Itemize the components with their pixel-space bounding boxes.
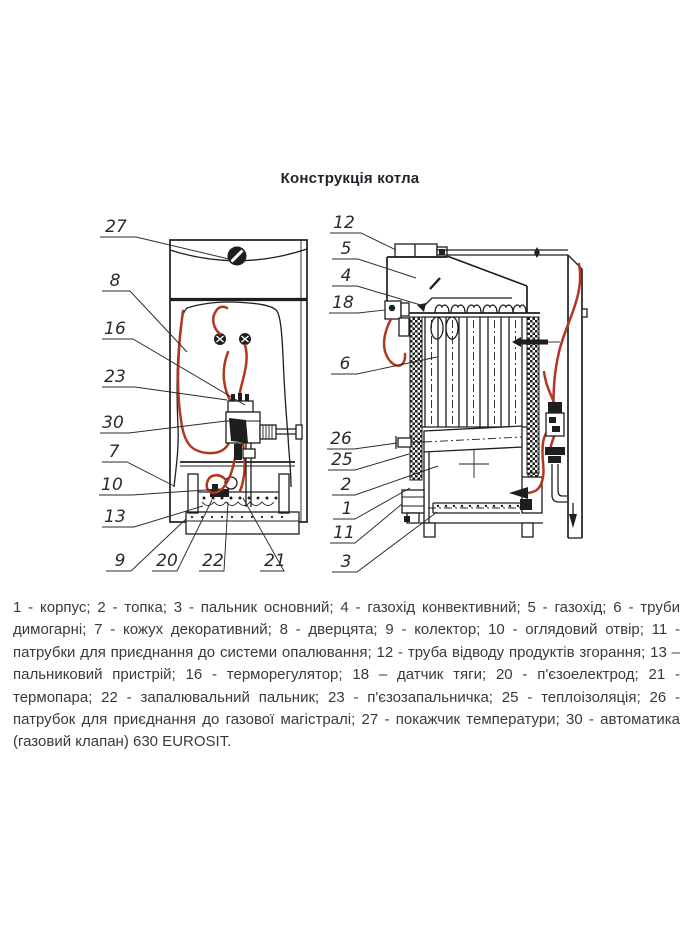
callout-label: 6: [339, 354, 351, 374]
combustion-chamber: [424, 447, 522, 523]
callout-label: 25: [331, 450, 353, 470]
door-knob: [239, 333, 251, 345]
leg: [424, 523, 435, 537]
burner-assembly: [180, 462, 299, 534]
callout-label: 5: [340, 239, 352, 259]
callout-label: 13: [104, 507, 126, 527]
gas-pipe: [260, 425, 302, 439]
callout-label: 3: [340, 552, 352, 572]
callout-label: 18: [332, 293, 354, 313]
callout-label: 10: [101, 475, 123, 495]
leg: [522, 523, 533, 537]
callout-label: 8: [109, 271, 121, 291]
turbulators: [431, 305, 526, 339]
thermometer-icon: [228, 247, 247, 266]
callout-label: 12: [333, 213, 355, 233]
front-view: [170, 240, 307, 534]
callout-label: 1: [341, 499, 353, 519]
callout-label: 26: [330, 429, 352, 449]
section-view: [384, 244, 587, 538]
callout-label: 11: [333, 523, 355, 543]
callout-label: 7: [108, 442, 120, 462]
flue-tubes: [422, 317, 527, 427]
page-title: Конструкція котла: [280, 170, 420, 187]
collector: [424, 426, 522, 452]
gas-valve: [226, 393, 302, 507]
leader-line: [102, 387, 227, 400]
callout-label: 20: [156, 551, 178, 571]
callout-label: 2: [340, 475, 352, 495]
callout-label: 23: [104, 367, 126, 387]
heating-flange: [402, 490, 424, 523]
callout-label: 9: [114, 551, 126, 571]
callout-label: 16: [104, 319, 126, 339]
draft-sensor: [385, 301, 409, 336]
main-burner: [428, 503, 524, 513]
legend-text: 1 - корпус; 2 - топка; 3 - пальник основний; 4 - газохід конвективний; 5 - газохід; 6 - труби димогарні; 7 - кожух декоративний; 8 - дверцята; 9 - колектор; 10 - оглядовий отвір; 11 - патрубки для приєднання до системи опалювання; 12 - труба відводу продуктів згорання; 13 – пальниковий пристрій; 16 - терморегулятор; 18 – датчик тяги; 20 - п'єзоелектрод; 21 - термопара; 22 - запалювальний пальник; 23 - п'єзозапальничка; 25 - теплоізоляція; 26 - патрубок для приєднання до газової магістралі; 27 - покажчик температури; 30 - автоматика (газовий клапан) 630 EUROSIT.: [13, 599, 680, 751]
callout-label: 22: [202, 551, 224, 571]
callout-label: 27: [105, 217, 127, 237]
insulation-left: [410, 317, 422, 480]
callout-label: 30: [102, 413, 124, 433]
callout-label: 4: [340, 266, 352, 286]
callout-label: 21: [264, 551, 286, 571]
